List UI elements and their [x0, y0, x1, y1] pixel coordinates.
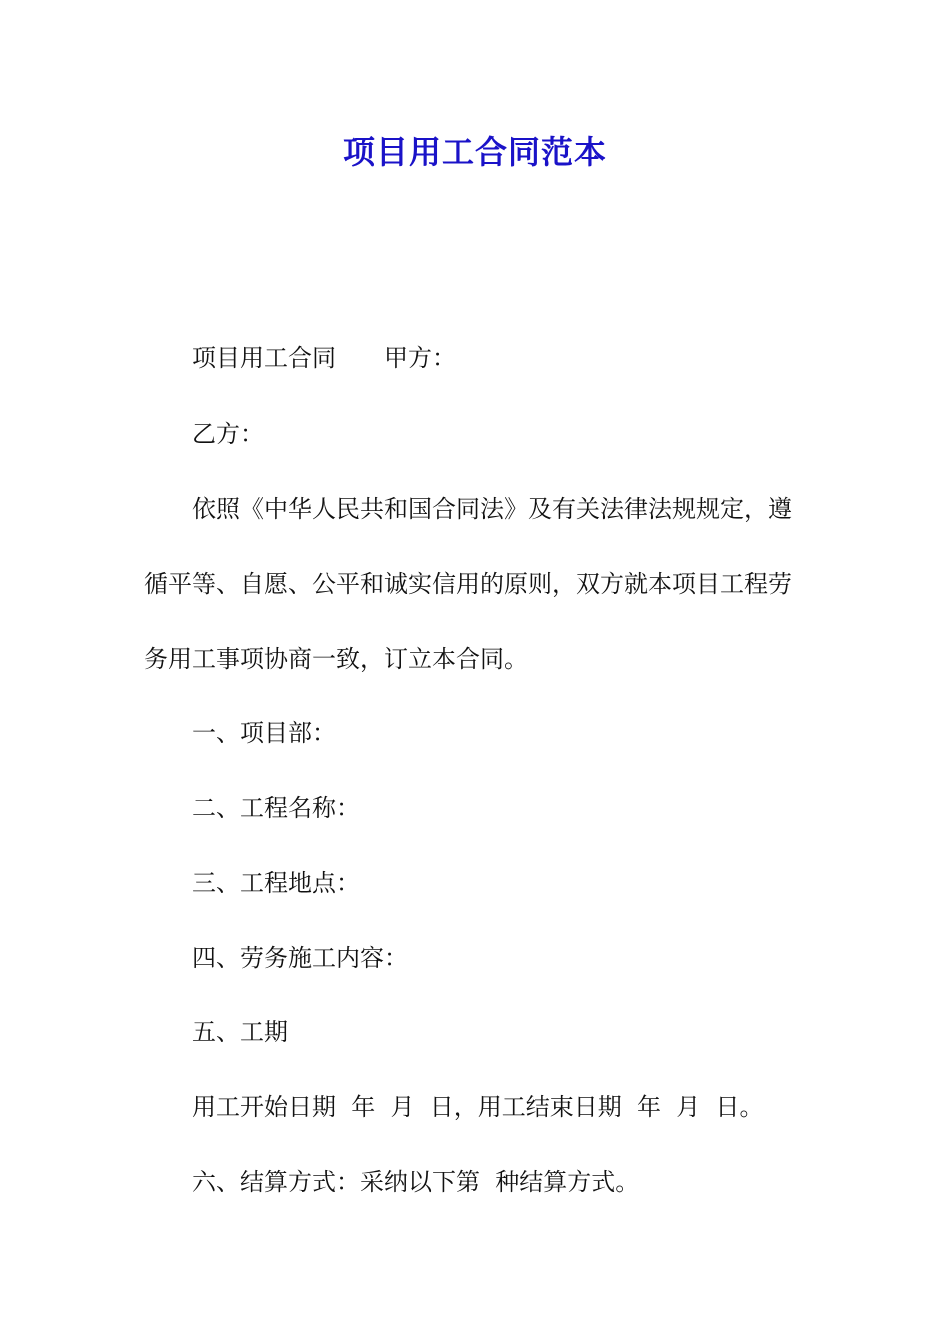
- clause-3-project-location: 三、工程地点：: [192, 869, 360, 897]
- clause-1-project-department: 一、项目部：: [192, 719, 336, 747]
- preamble-line-3: 务用工事项协商一致，订立本合同。: [144, 645, 528, 673]
- document-title: 项目用工合同范本: [342, 133, 607, 171]
- duration-dates-line: 用工开始日期 年 月 日，用工结束日期 年 月 日。: [192, 1093, 764, 1121]
- preamble-line-1: 依照《中华人民共和国合同法》及有关法律法规规定，遵: [192, 495, 792, 523]
- clause-5-duration: 五、工期: [192, 1018, 288, 1046]
- clause-4-labor-content: 四、劳务施工内容：: [192, 944, 408, 972]
- clause-6-settlement: 六、结算方式：采纳以下第 种结算方式。: [192, 1168, 640, 1196]
- contract-parties-line: 项目用工合同 甲方：: [192, 344, 456, 372]
- clause-2-project-name: 二、工程名称：: [192, 794, 360, 822]
- preamble-line-2: 循平等、自愿、公平和诚实信用的原则，双方就本项目工程劳: [144, 570, 792, 598]
- party-b-line: 乙方：: [192, 420, 264, 448]
